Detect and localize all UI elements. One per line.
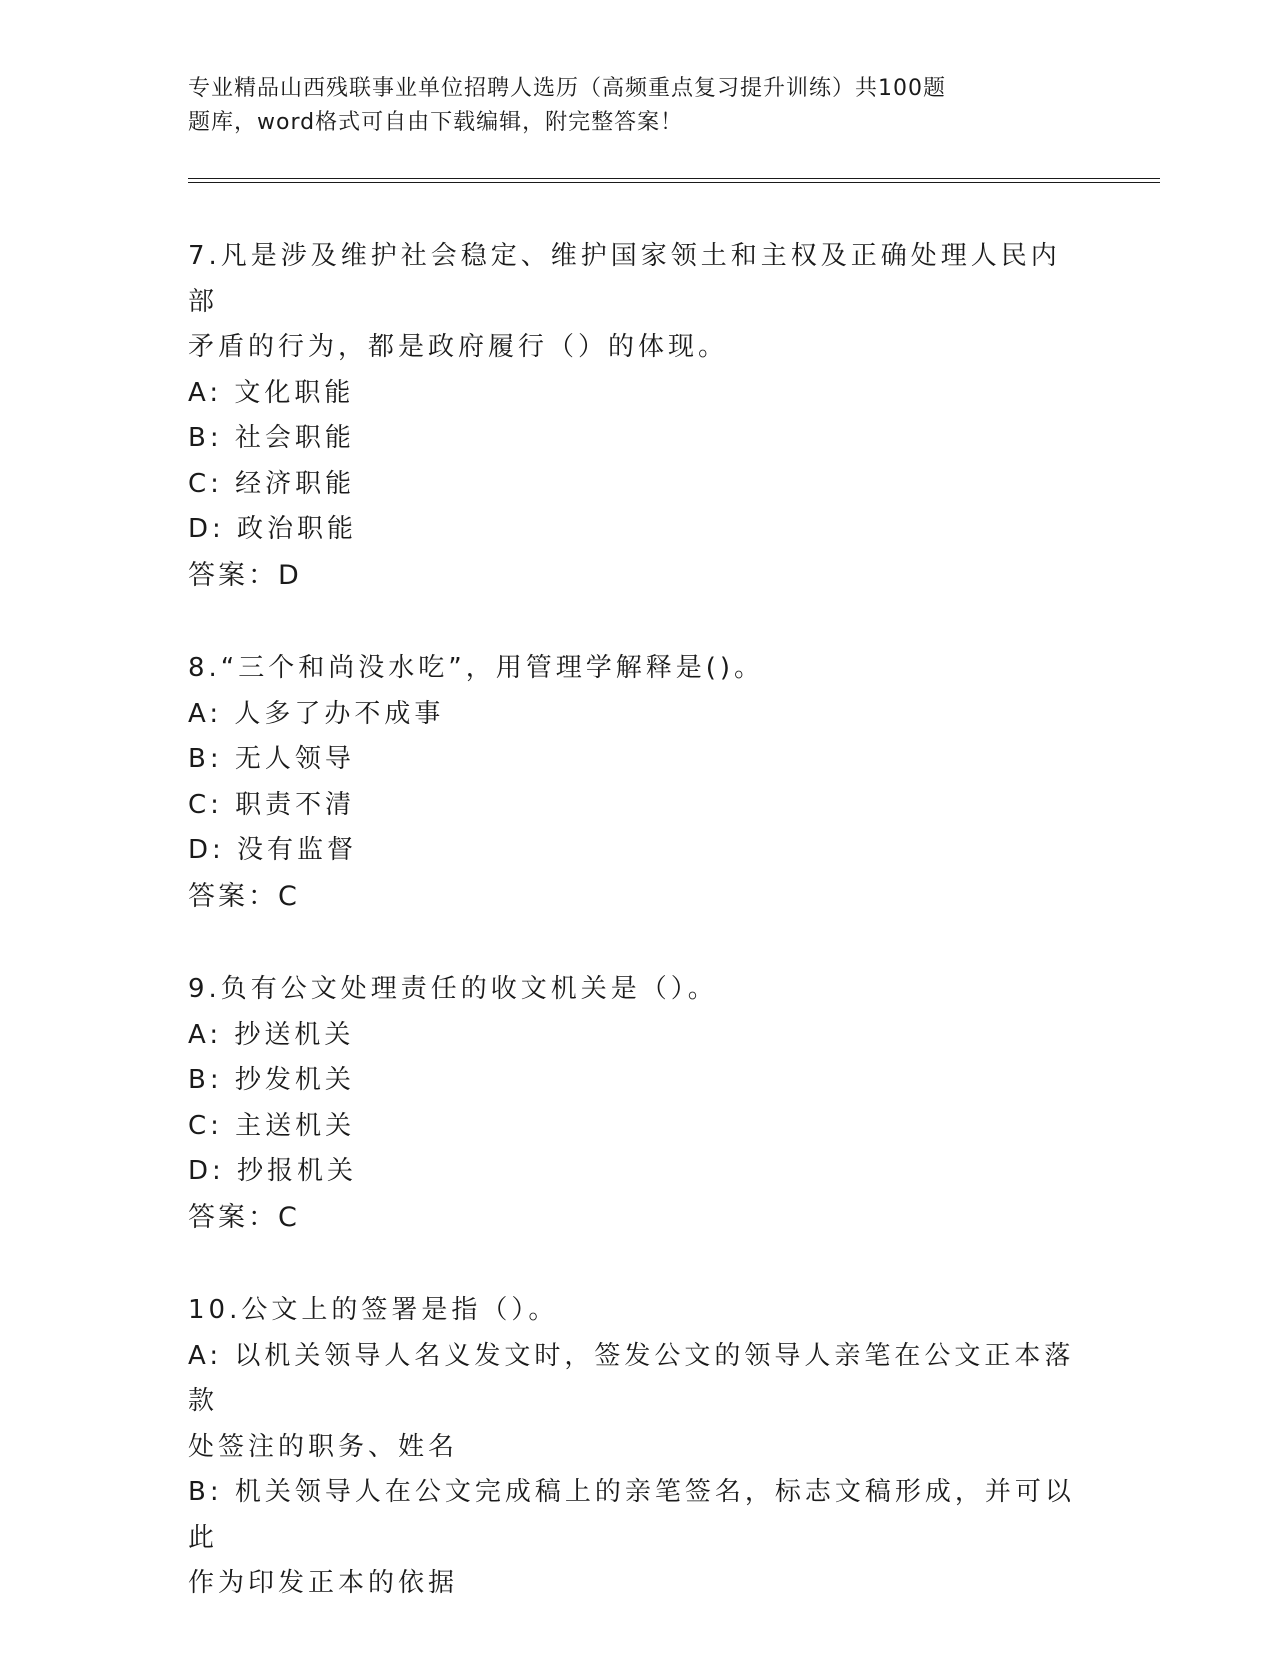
question-stem: 9.负有公文处理责任的收文机关是（）。	[188, 974, 718, 1004]
option-b-continued: 作为印发正本的依据	[188, 1568, 459, 1598]
option-a: A: 人多了办不成事	[188, 698, 445, 729]
option-b: B: 机关领导人在公文完成稿上的亲笔签名，标志文稿形成，并可以此	[188, 1477, 1075, 1553]
option-d: D: 政治职能	[188, 514, 358, 544]
option-d: D: 没有监督	[188, 835, 358, 865]
question-stem: 10.公文上的签署是指（）。	[188, 1295, 559, 1325]
option-a: A: 文化职能	[188, 377, 355, 408]
option-b: B: 抄发机关	[188, 1065, 355, 1095]
option-b: B: 社会职能	[188, 423, 355, 453]
answer-label: 答案：C	[188, 1201, 300, 1233]
option-c: C: 主送机关	[188, 1110, 356, 1141]
question-10	[188, 1288, 1088, 1607]
option-b: B: 无人领导	[188, 744, 355, 774]
header-divider-bottom	[188, 182, 1160, 183]
question-list	[188, 234, 1088, 1655]
option-a-continued: 处签注的职务、姓名	[188, 1431, 459, 1462]
header-divider-top	[188, 178, 1160, 179]
question-stem-continued: 矛盾的行为，都是政府履行（）的体现。	[188, 332, 729, 362]
option-d: D: 抄报机关	[188, 1156, 358, 1186]
question-7	[188, 234, 1088, 598]
header-title-line-1: 专业精品山西残联事业单位招聘人选历（高频重点复习提升训练）共100题	[188, 76, 946, 101]
question-stem: 7.凡是涉及维护社会稳定、维护国家领土和主权及正确处理人民内部	[188, 241, 1061, 317]
question-8	[188, 646, 1088, 919]
option-c: C: 经济职能	[188, 468, 356, 499]
document-header	[188, 72, 1038, 140]
header-title-line-2: 题库，word格式可自由下载编辑，附完整答案！	[188, 110, 684, 135]
question-stem: 8.“三个和尚没水吃”，用管理学解释是()。	[188, 653, 765, 683]
option-c: C: 职责不清	[188, 789, 356, 820]
answer-label: 答案：C	[188, 880, 300, 912]
answer-label: 答案：D	[188, 559, 302, 591]
option-a: A: 抄送机关	[188, 1019, 355, 1050]
question-9	[188, 967, 1088, 1240]
option-a: A: 以机关领导人名义发文时，签发公文的领导人亲笔在公文正本落款	[188, 1340, 1075, 1416]
